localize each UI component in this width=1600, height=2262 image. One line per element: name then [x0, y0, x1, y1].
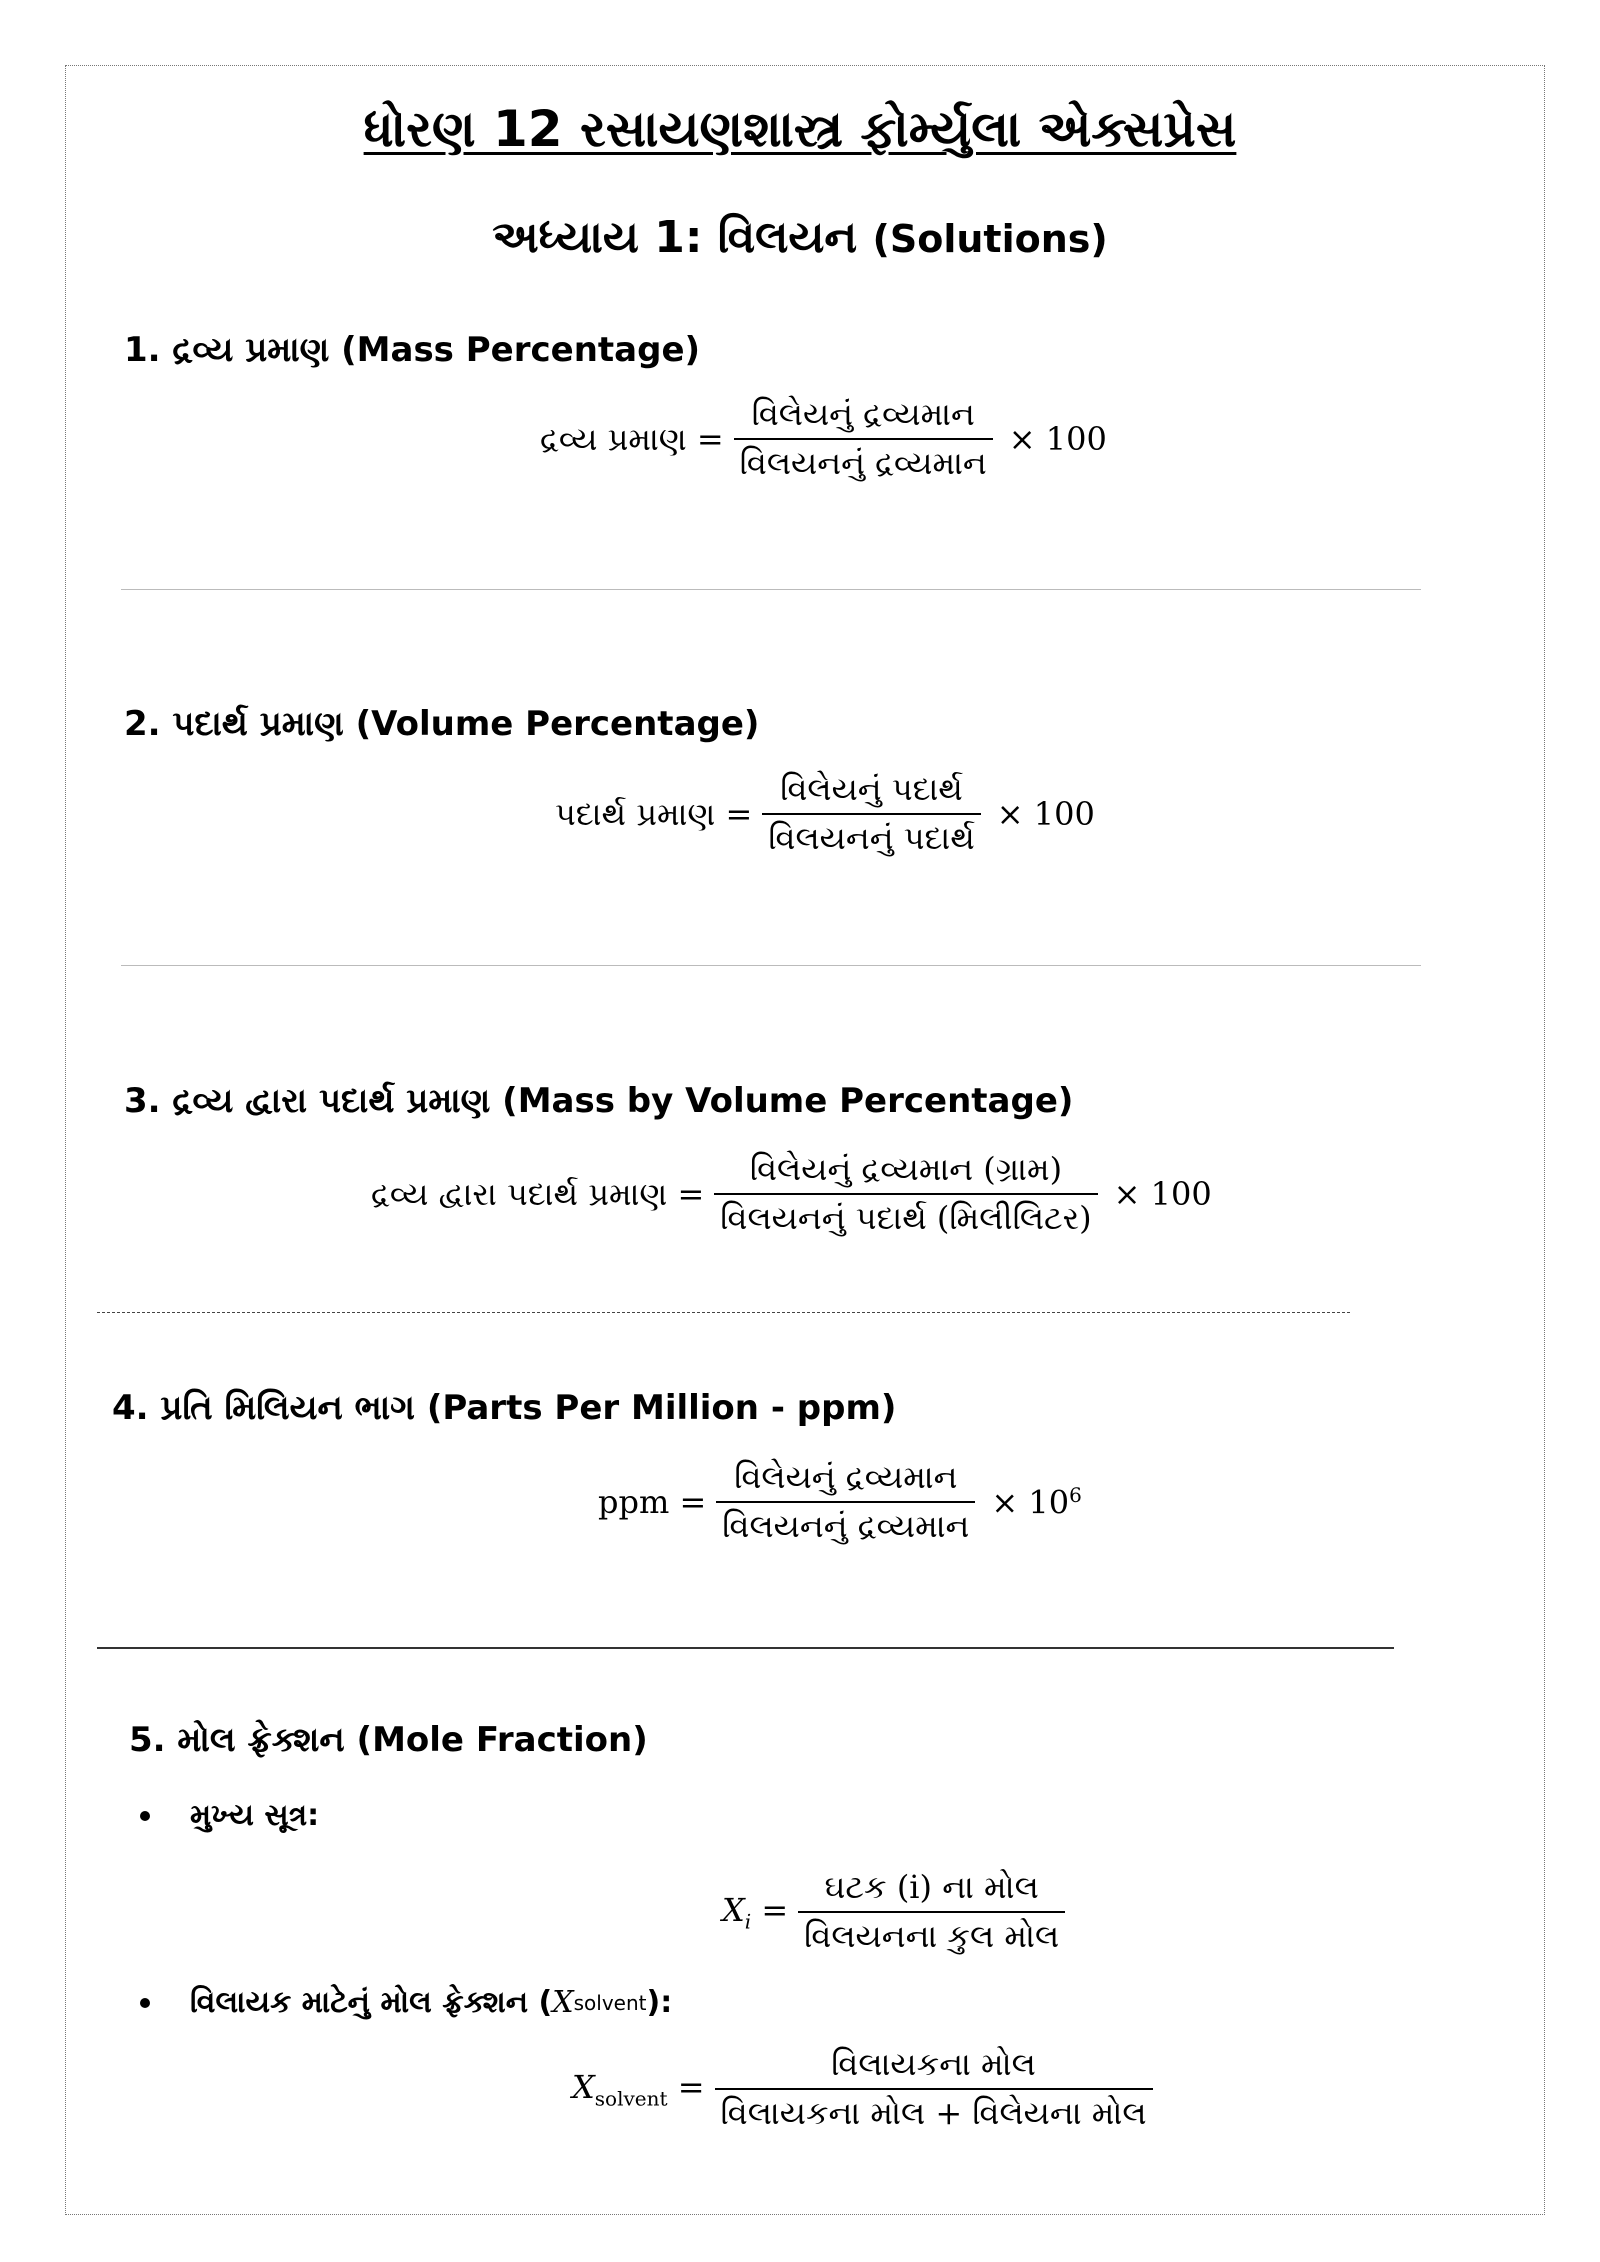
chapter-heading — [0, 212, 1600, 263]
var: X — [722, 1890, 745, 1929]
formula-lhs: દ્રવ્ય પ્રમાણ = — [540, 419, 724, 458]
numerator: વિલેયનું દ્રવ્યમાન (ગ્રામ) — [749, 1150, 1063, 1188]
dashed-divider — [97, 1312, 1350, 1313]
bullet-dot — [140, 1811, 150, 1821]
section-5-heading: 5. મોલ ફ્રેક્શન (Mole Fraction) — [129, 1720, 648, 1760]
mass-percentage-formula — [540, 395, 1107, 483]
bullet-dot — [140, 1998, 150, 2008]
multiplier-base: × 10 — [991, 1483, 1070, 1522]
numerator: વિલેયનું દ્રવ્યમાન — [734, 1458, 958, 1496]
exponent: 6 — [1069, 1482, 1082, 1507]
denominator: વિલયનનું પદાર્થ — [762, 813, 980, 858]
formula-lhs — [722, 1891, 788, 1933]
subscript: i — [744, 1909, 752, 1934]
section-1-heading: 1. દ્રવ્ય પ્રમાણ (Mass Percentage) — [124, 330, 701, 370]
equals: = — [677, 2067, 705, 2106]
divider — [121, 965, 1421, 966]
denominator: વિલયનનું દ્રવ્યમાન — [716, 1501, 975, 1546]
mole-fraction-formula — [722, 1868, 1075, 1956]
multiplier: × 100 — [1113, 1175, 1212, 1213]
fraction — [716, 1458, 975, 1546]
bullet-text-end: ): — [646, 1985, 673, 2020]
title-text: ધોરણ 12 રસાયણશાસ્ત્ર ફોર્મ્યુલા એક્સપ્રેસ — [363, 100, 1237, 158]
formula-lhs: દ્રવ્ય દ્વારા પદાર્થ પ્રમાણ = — [371, 1174, 705, 1213]
denominator: વિલયનના કુલ મોલ — [798, 1911, 1065, 1956]
bullet-text: મુખ્ય સૂત્ર: — [190, 1798, 320, 1833]
chapter-en: (Solutions) — [872, 217, 1108, 261]
mass-by-volume-formula — [371, 1150, 1212, 1238]
fraction — [798, 1868, 1065, 1956]
fraction — [734, 395, 993, 483]
divider — [121, 589, 1421, 590]
var: X — [552, 1985, 574, 2020]
section-4-heading: 4. પ્રતિ મિલિયન ભાગ (Parts Per Million - ppm) — [112, 1388, 897, 1428]
numerator: ઘટક (i) ના મોલ — [824, 1868, 1039, 1906]
solvent-mole-fraction-formula — [572, 2045, 1163, 2133]
var: X — [572, 2067, 595, 2106]
ppm-formula — [598, 1458, 1082, 1546]
subscript: solvent — [573, 1990, 647, 2015]
section-2-heading: 2. પદાર્થ પ્રમાણ (Volume Percentage) — [124, 704, 760, 744]
denominator: વિલયનનું પદાર્થ (મિલીલિટર) — [714, 1193, 1097, 1238]
multiplier: × 100 — [996, 795, 1095, 833]
fraction — [715, 2045, 1153, 2133]
chapter-gu: અધ્યાય 1: વિલયન — [492, 212, 858, 263]
volume-percentage-formula — [555, 770, 1095, 858]
multiplier — [991, 1483, 1081, 1522]
multiplier: × 100 — [1008, 420, 1107, 458]
equals: = — [761, 1890, 789, 1929]
bullet-solvent-mole-fraction — [140, 1985, 672, 2020]
denominator: વિલાયકના મોલ + વિલેયના મોલ — [715, 2088, 1153, 2133]
numerator: વિલેયનું પદાર્થ — [780, 770, 963, 808]
denominator: વિલયનનું દ્રવ્યમાન — [734, 438, 993, 483]
fraction — [762, 770, 980, 858]
formula-lhs: ppm = — [598, 1483, 707, 1521]
subscript: solvent — [594, 2086, 668, 2111]
divider — [97, 1647, 1394, 1649]
formula-lhs — [572, 2068, 705, 2110]
numerator: વિલેયનું દ્રવ્યમાન — [751, 395, 975, 433]
bullet-text: વિલાયક માટેનું મોલ ફ્રેક્શન ( — [190, 1985, 553, 2020]
fraction — [714, 1150, 1097, 1238]
document-title — [0, 100, 1600, 159]
numerator: વિલાયકના મોલ — [831, 2045, 1036, 2083]
bullet-main-formula — [140, 1798, 319, 1833]
section-3-heading: 3. દ્રવ્ય દ્વારા પદાર્થ પ્રમાણ (Mass by Volume Percentage) — [124, 1081, 1074, 1121]
formula-lhs: પદાર્થ પ્રમાણ = — [555, 794, 753, 833]
